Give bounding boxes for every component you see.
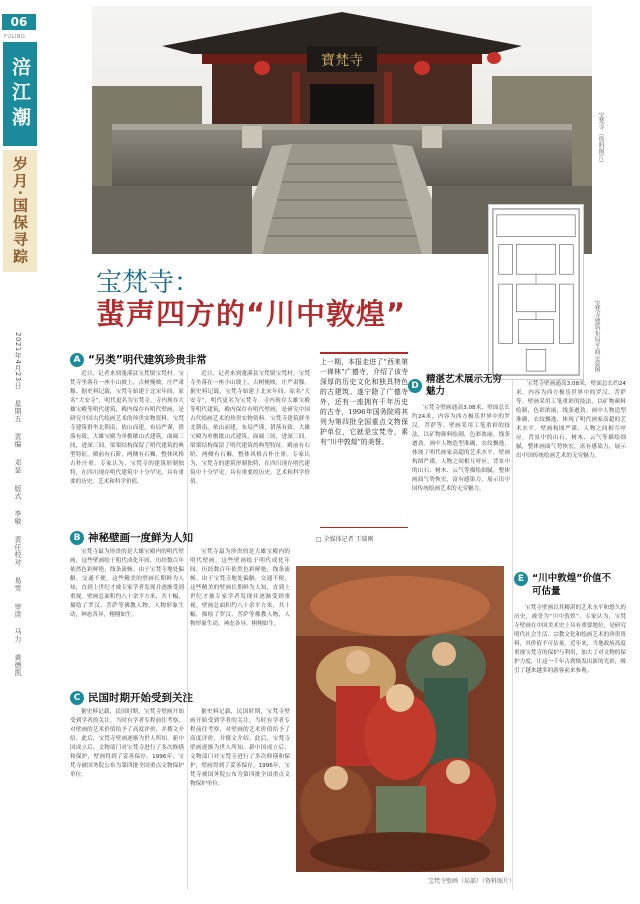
edition-editor: 邓显 [14, 458, 22, 474]
section-c-heading [70, 690, 193, 705]
floor-plan-diagram [488, 204, 584, 380]
edition-review-2: 黄德凯 [14, 654, 22, 677]
section-e-heading [514, 572, 618, 598]
edition-proof: 易雪 [14, 576, 22, 592]
section-b-heading [70, 530, 193, 545]
brand-title: 涪江潮 [3, 42, 37, 146]
mural-caption: 宝梵寺壁画（局部）（资料图片） [428, 878, 516, 885]
section-d-title: 精湛艺术展示无穷魅力 [426, 374, 503, 397]
temple-plaque: 寶梵寺 [321, 53, 363, 69]
section-d-text-2: 宝梵寺壁画通高3.08米，壁面总长约24米，内容为西方极乐世界中的罗汉、菩萨等。壁画采用工笔重彩的技法，以矿物颜料绘制，色彩浓丽，线条遒劲。画中人物造型准确，衣纹飘逸，体现了明代画家高超的艺术水平。壁画构图严谨，人物之间相互呼应，背景中的山石、树木、云气等描绘细腻，整体画面气势恢宏，富有感染力，展示出中国传统绘画艺术的无穷魅力。 [516, 381, 626, 459]
edition-layout: 李敏 [14, 510, 22, 526]
edition-weekday: 星期五 [14, 399, 22, 423]
column-rule [512, 380, 513, 890]
column-rule [187, 370, 188, 890]
section-b-text-2: 宝梵寺最为珍贵的是大雄宝殿内的明代壁画。这些壁画绘于明代成化年间，历经数百年依然色彩鲜艳，线条流畅。由于宝梵寺地处偏僻，交通不便，这些精美的壁画长期鲜为人知，直到上世纪才被专家学者发现并逐渐受到重视。壁画总面积约八十余平方米，共十幅，描绘了罗汉、菩萨等佛教人物，人物形象生动，神态各异，栩栩如生。 [190, 549, 290, 627]
section-b-text-1: 宝梵寺最为珍贵的是大雄宝殿内的明代壁画。这些壁画绘于明代成化年间，历经数百年依然色彩鲜艳，线条流畅。由于宝梵寺地处偏僻，交通不便，这些精美的壁画长期鲜为人知，直到上世纪才被专家学者发现并逐渐受到重视。壁画总面积约八十余平方米，共十幅，描绘了罗汉、菩萨等佛教人物，人物形象生动，神态各异，栩栩如生。 [70, 549, 184, 618]
section-b-badge: B [70, 531, 84, 545]
intro-box [320, 352, 408, 528]
mural-image [296, 566, 504, 872]
intro-text: 上一期，本报走进了“西来第一禅林”广德寺，介绍了该寺深厚的历史文化和独具特色的古建筑。遂宁除了广德寺外，还有一座拥有千年历史的古寺，1996年国务院将其列为第四批全国重点文物保护单位，它就是宝梵寺，素有“川中敦煌”的美誉。 [320, 358, 408, 446]
left-rail [0, 0, 40, 904]
headline-line-1: 宝梵寺： [96, 268, 201, 298]
section-e-badge: E [514, 572, 528, 586]
section-d-badge: D [408, 379, 422, 393]
section-b-title: 神秘壁画一度鲜为人知 [88, 532, 193, 544]
floor-plan [489, 205, 583, 379]
section-c-text-2: 据史料记载，民国时期，宝梵寺壁画开始受到学者的关注。当时有学者专程前往考察，对壁画的艺术价值给予了高度评价，并撰文介绍。此后，宝梵寺壁画逐渐为世人所知。新中国成立后，文物部门对宝梵寺进行了多次修缮和保护，壁画得到了妥善保存。1996年，宝梵寺被国务院公布为第四批全国重点文物保护单位。 [190, 709, 290, 787]
edition-editor-label: 责编 [14, 433, 22, 449]
mural-photo [296, 566, 504, 872]
section-a-badge: A [70, 353, 84, 367]
hero-caption: 宝梵寺（资料图片） [597, 112, 604, 166]
edition-review-label: 审读 [14, 602, 22, 618]
section-e-text: 宝梵寺壁画以其精湛的艺术水平和悠久的历史，被誉为“川中敦煌”。专家认为，宝梵寺壁画在中国美术史上具有重要地位，是研究明代社会生活、宗教文化和绘画艺术的珍贵资料，其价值不可估量。近年来，当地政府高度重视宝梵寺的保护与利用，加大了对文物的保护力度，让这一千年古刹焕发出新的光彩，吸引了越来越多的游客前来参观。 [514, 605, 626, 674]
edition-date: 2021年4月23日 [14, 332, 22, 390]
section-a-text-2: 近日，记者来到蓬溪县宝梵镇宝梵村。宝梵寺坐落在一座小山坡上，古树掩映，庄严肃穆。据史料记载，宝梵寺始建于北宋年间，原名“大安寺”，明代更名为宝梵寺。寺内现存大雄宝殿等明代建筑，殿内保存有明代壁画，是研究中国古代绘画艺术的珍贵实物资料。宝梵寺建筑群坐北朝南，依山而建，布局严谨，错落有致。大雄宝殿为单檐歇山式建筑，面阔三间，进深三间，梁架结构保留了明代建筑的典型特征。殿前有石阶，两侧有石狮，整体风格古朴庄重。专家认为，宝梵寺的建筑形制独特，在四川现存明代建筑中十分罕见，具有重要的历史、艺术和科学价值。 [190, 371, 310, 485]
section-a-text-1: 近日，记者来到蓬溪县宝梵镇宝梵村。宝梵寺坐落在一座小山坡上，古树掩映，庄严肃穆。据史料记载，宝梵寺始建于北宋年间，原名“大安寺”，明代更名为宝梵寺。寺内现存大雄宝殿等明代建筑，殿内保存有明代壁画，是研究中国古代绘画艺术的珍贵实物资料。宝梵寺建筑群坐北朝南，依山而建，布局严谨，错落有致。大雄宝殿为单檐歇山式建筑，面阔三间，进深三间，梁架结构保留了明代建筑的典型特征。殿前有石阶，两侧有石狮，整体风格古朴庄重。专家认为，宝梵寺的建筑形制独特，在四川现存明代建筑中十分罕见，具有重要的历史、艺术和科学价值。 [70, 371, 184, 485]
edition-info [13, 332, 23, 685]
section-c-badge: C [70, 691, 84, 705]
section-c-title: 民国时期开始受到关注 [88, 692, 193, 704]
section-d-heading [408, 374, 502, 398]
section-e-title: “川中敦煌”价值不可估量 [532, 573, 611, 597]
edition-layout-label: 版式 [14, 484, 22, 500]
plan-caption: 宝梵寺建筑布局平面示意图 [593, 300, 600, 372]
section-a-title: “另类”明代建筑珍贵非常 [88, 354, 207, 366]
brand-english: FULING [4, 34, 26, 40]
section-a-heading [70, 352, 207, 367]
edition-review-1: 马力 [14, 628, 22, 644]
section-c-text-1: 据史料记载，民国时期，宝梵寺壁画开始受到学者的关注。当时有学者专程前往考察，对壁画的艺术价值给予了高度评价，并撰文介绍。此后，宝梵寺壁画逐渐为世人所知。新中国成立后，文物部门对宝梵寺进行了多次修缮和保护，壁画得到了妥善保存。1996年，宝梵寺被国务院公布为第四批全国重点文物保护单位。 [70, 709, 184, 778]
edition-proof-label: 责任校对 [14, 536, 22, 567]
byline: □ 全媒体记者 王瑞刚 [316, 536, 374, 543]
headline-line-2: 蜚声四方的“川中敦煌” [96, 297, 407, 331]
column-label: 岁月·国保寻踪 [3, 150, 37, 272]
section-d-text-1: 宝梵寺壁画通高3.08米，壁面总长约24米，内容为西方极乐世界中的罗汉、菩萨等。壁画采用工笔重彩的技法，以矿物颜料绘制，色彩浓丽，线条遒劲。画中人物造型准确，衣纹飘逸，体现了明代画家高超的艺术水平。壁画构图严谨，人物之间相互呼应，背景中的山石、树木、云气等描绘细腻，整体画面气势恢宏，富有感染力，展示出中国传统绘画艺术的无穷魅力。 [412, 405, 510, 492]
page-number: 06 [2, 14, 36, 30]
